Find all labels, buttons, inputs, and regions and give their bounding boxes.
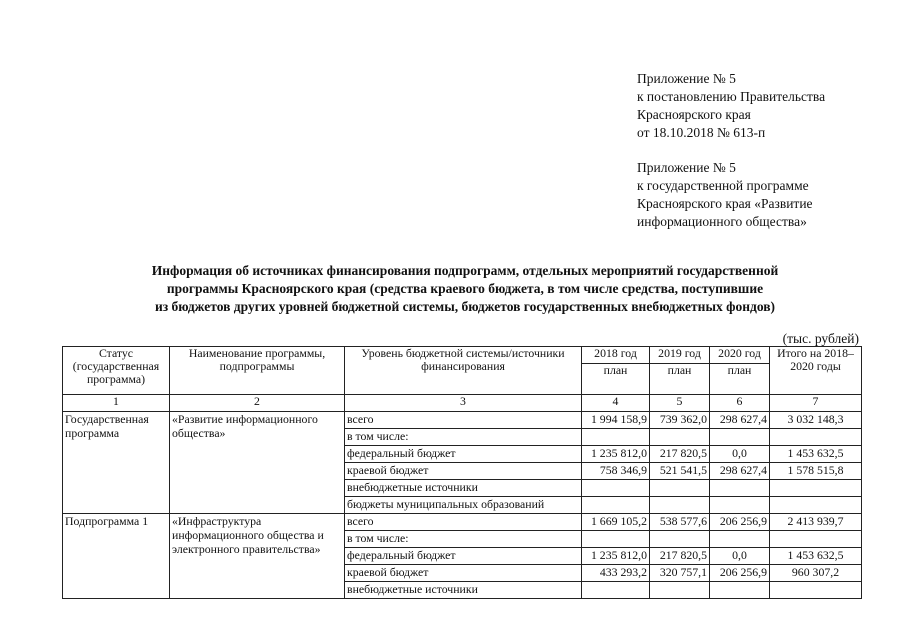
attachment-line: Приложение № 5 [637, 160, 736, 175]
cell-2018: 758 346,9 [582, 463, 650, 480]
header-col-number: 1 [63, 395, 170, 412]
cell-2020: 0,0 [710, 548, 770, 565]
cell-2020: 206 256,9 [710, 565, 770, 582]
row-level: внебюджетные источники [345, 582, 582, 599]
cell-2020: 206 256,9 [710, 514, 770, 531]
cell-2019 [650, 480, 710, 497]
units-label: (тыс. рублей) [782, 331, 859, 346]
cell-total [770, 531, 862, 548]
cell-2020 [710, 497, 770, 514]
table-header [63, 347, 862, 412]
attachment-reference-program [637, 159, 887, 231]
header-col-number: 5 [650, 395, 710, 412]
row-level: всего [345, 412, 582, 429]
cell-2020: 298 627,4 [710, 412, 770, 429]
cell-2019: 320 757,1 [650, 565, 710, 582]
cell-total: 960 307,2 [770, 565, 862, 582]
document-title [60, 262, 870, 316]
cell-2020: 298 627,4 [710, 463, 770, 480]
attachment-line: к постановлению Правительства [637, 89, 826, 104]
cell-total: 3 032 148,3 [770, 412, 862, 429]
cell-2018 [582, 497, 650, 514]
header-plan: план [650, 364, 710, 395]
title-line: программы Красноярского края (средства краевого бюджета, в том числе средства, поступившие [166, 281, 764, 296]
header-col-number: 7 [770, 395, 862, 412]
header-level: Уровень бюджетной системы/источники финансирования [345, 347, 582, 395]
cell-2018 [582, 480, 650, 497]
header-year-2020: 2020 год [710, 347, 770, 364]
cell-2019 [650, 582, 710, 599]
row-status: Подпрограмма 1 [63, 514, 170, 599]
cell-2020: 0,0 [710, 446, 770, 463]
header-name: Наименование программы, подпрограммы [170, 347, 345, 395]
row-level: бюджеты муниципальных образований [345, 497, 582, 514]
row-program-name: «Развитие информационного общества» [170, 412, 345, 514]
cell-total: 1 453 632,5 [770, 548, 862, 565]
row-program-name: «Инфраструктура информационного общества и электронного правительства» [170, 514, 345, 599]
cell-2018: 433 293,2 [582, 565, 650, 582]
cell-2020 [710, 429, 770, 446]
cell-2018 [582, 531, 650, 548]
header-plan: план [710, 364, 770, 395]
cell-total: 1 578 515,8 [770, 463, 862, 480]
title-line: из бюджетов других уровней бюджетной системы, бюджетов государственных внебюджетных фондов) [154, 299, 776, 314]
cell-2019: 538 577,6 [650, 514, 710, 531]
cell-2018 [582, 429, 650, 446]
table-row [63, 412, 862, 429]
header-plan: план [582, 364, 650, 395]
attachment-line: информационного общества» [637, 214, 807, 229]
cell-total [770, 429, 862, 446]
row-level: внебюджетные источники [345, 480, 582, 497]
table-row [63, 514, 862, 531]
row-level: в том числе: [345, 531, 582, 548]
row-level: федеральный бюджет [345, 446, 582, 463]
attachment-line: Приложение № 5 [637, 71, 736, 86]
cell-2019: 739 362,0 [650, 412, 710, 429]
cell-2020 [710, 480, 770, 497]
cell-total [770, 582, 862, 599]
attachment-line: к государственной программе [637, 178, 809, 193]
row-level: краевой бюджет [345, 463, 582, 480]
financing-table [62, 346, 862, 599]
attachment-line: Красноярского края «Развитие [637, 196, 813, 211]
header-col-number: 4 [582, 395, 650, 412]
cell-total [770, 497, 862, 514]
cell-total: 2 413 939,7 [770, 514, 862, 531]
row-level: всего [345, 514, 582, 531]
cell-2019 [650, 531, 710, 548]
attachment-reference-resolution [637, 70, 887, 142]
cell-2018 [582, 582, 650, 599]
cell-2020 [710, 531, 770, 548]
cell-2019: 521 541,5 [650, 463, 710, 480]
header-col-number: 2 [170, 395, 345, 412]
cell-2019 [650, 429, 710, 446]
cell-2018: 1 994 158,9 [582, 412, 650, 429]
cell-total: 1 453 632,5 [770, 446, 862, 463]
header-total: Итого на 2018–2020 годы [770, 347, 862, 395]
header-status: Статус (государственная программа) [63, 347, 170, 395]
cell-2018: 1 235 812,0 [582, 548, 650, 565]
cell-2019 [650, 497, 710, 514]
cell-2018: 1 669 105,2 [582, 514, 650, 531]
cell-2019: 217 820,5 [650, 446, 710, 463]
cell-2020 [710, 582, 770, 599]
row-status: Государственная программа [63, 412, 170, 514]
header-col-number: 6 [710, 395, 770, 412]
cell-2018: 1 235 812,0 [582, 446, 650, 463]
row-level: краевой бюджет [345, 565, 582, 582]
row-level: в том числе: [345, 429, 582, 446]
cell-2019: 217 820,5 [650, 548, 710, 565]
table-group-subprogram-1 [63, 514, 862, 599]
attachment-line: Красноярского края [637, 107, 751, 122]
row-level: федеральный бюджет [345, 548, 582, 565]
attachment-line: от 18.10.2018 № 613-п [637, 125, 766, 140]
cell-total [770, 480, 862, 497]
header-year-2019: 2019 год [650, 347, 710, 364]
header-col-number: 3 [345, 395, 582, 412]
table-group-state-program [63, 412, 862, 514]
title-line: Информация об источниках финансирования подпрограмм, отдельных мероприятий государственной [151, 263, 779, 278]
header-year-2018: 2018 год [582, 347, 650, 364]
